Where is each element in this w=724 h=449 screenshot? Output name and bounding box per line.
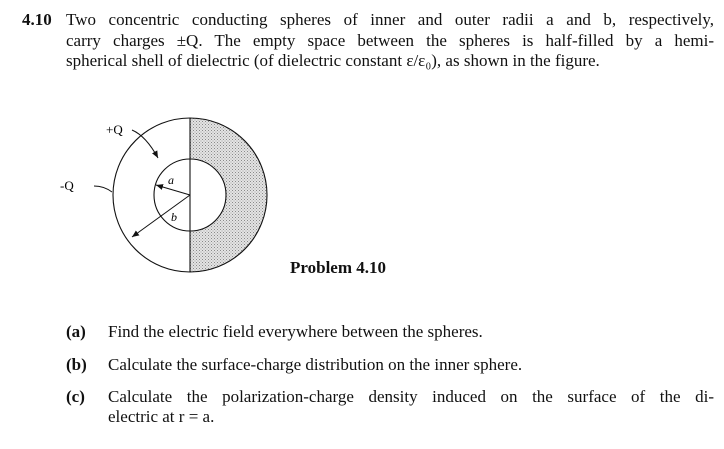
label-b: b bbox=[171, 210, 177, 224]
plus-q-leader bbox=[132, 130, 158, 158]
label-plus-q: +Q bbox=[106, 122, 123, 137]
label-a: a bbox=[168, 173, 174, 187]
figure-caption: Problem 4.10 bbox=[290, 258, 387, 277]
label-minus-q: -Q bbox=[60, 178, 74, 193]
statement-line-2: carry charges ±Q. The empty space between the spheres is half-filled by a hemi- bbox=[66, 30, 714, 50]
part-c-text: Calculate the polarization-charge density induced on the surface of the di- electric at r = a. bbox=[108, 387, 714, 426]
concentric-spheres-figure bbox=[40, 100, 280, 280]
minus-q-leader bbox=[94, 186, 112, 192]
part-b-text: Calculate the surface-charge distribution on the inner sphere. bbox=[108, 355, 523, 374]
part-b-label: (b) bbox=[66, 355, 87, 374]
part-a-text: Find the electric field everywhere between the spheres. bbox=[108, 322, 483, 341]
statement-line-3: spherical shell of dielectric (of dielectric constant ε/ε₀), as shown in the figure. bbox=[66, 51, 600, 70]
part-c-label: (c) bbox=[66, 387, 85, 406]
problem-statement bbox=[66, 10, 714, 72]
part-a-label: (a) bbox=[66, 322, 86, 341]
problem-number: 4.10 bbox=[22, 10, 52, 29]
statement-line-1: Two concentric conducting spheres of inner and outer radii a and b, respectively, bbox=[66, 10, 714, 29]
